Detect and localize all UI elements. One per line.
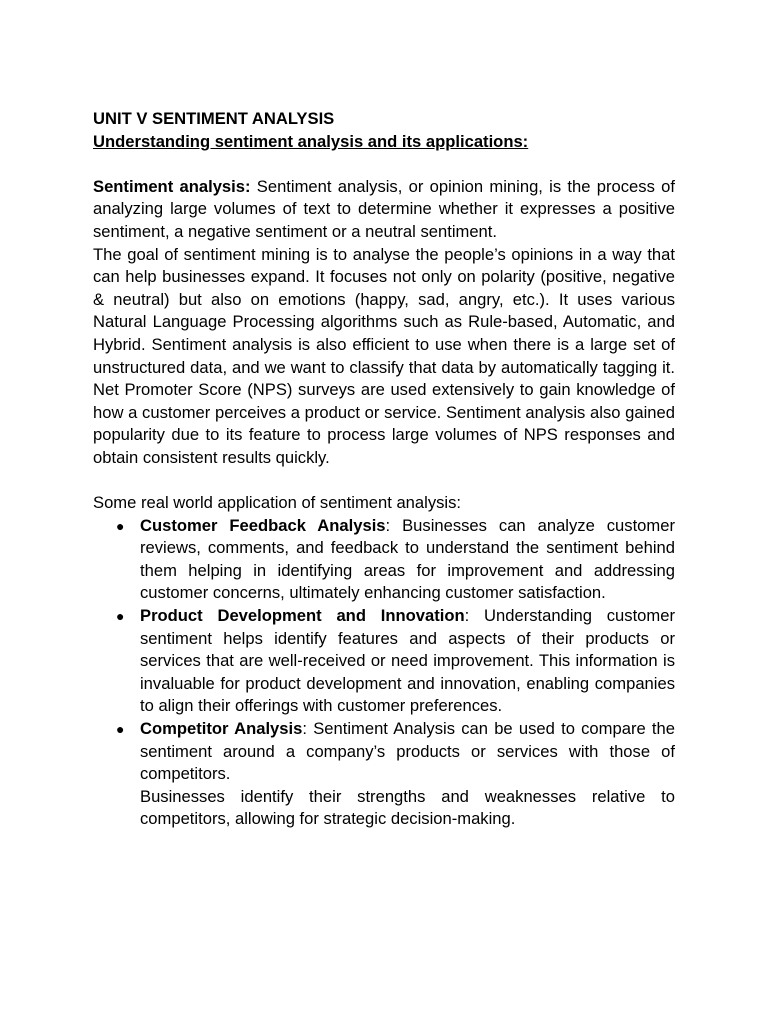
list-item-title: Customer Feedback Analysis xyxy=(140,515,386,535)
definition-paragraph xyxy=(93,176,675,244)
list-item-title: Competitor Analysis xyxy=(140,719,303,739)
unit-title: UNIT V SENTIMENT ANALYSIS xyxy=(93,109,335,128)
spacer xyxy=(93,470,675,493)
list-item-text: : Businesses can analyze customer reviews, comments, and feedback to understand the sentiment behind them helping in identifying areas for improvement and addressing customer concerns, ultimately enhancing customer satisfaction. xyxy=(140,515,675,603)
definition-term: Sentiment analysis: xyxy=(93,176,251,196)
bullet-icon: ● xyxy=(116,517,125,534)
list-item xyxy=(116,605,675,718)
list-item xyxy=(116,718,675,831)
list-item-title: Product Development and Innovation xyxy=(140,606,465,626)
goal-paragraph: The goal of sentiment mining is to analyse the people’s opinions in a way that can help businesses expand. It focuses not only on polarity (positive, negative & neutral) but also on emotions (happy, sad, angry, etc.). It uses various Natural Language Processing algorithms such as Rule-based, Automatic, and Hybrid. Sentiment analysis is also efficient to use when there is a large set of unstructured data, and we want to classify that data by automatically tagging it. Net Promoter Score (NPS) surveys are used extensively to gain knowledge of how a customer perceives a product or service. Sentiment analysis also gained popularity due to its feature to process large volumes of NPS responses and obtain consistent results quickly. xyxy=(93,244,675,467)
section-subtitle: Understanding sentiment analysis and its applications: xyxy=(93,131,529,151)
spacer xyxy=(93,153,675,176)
list-item-extra-text: Businesses identify their strengths and weaknesses relative to competitors, allowing for strategic decision-making. xyxy=(140,786,675,829)
list-item-text: : Sentiment Analysis can be used to compare the sentiment around a company’s products or services with those of competitors. xyxy=(140,719,675,784)
list-item xyxy=(116,515,675,605)
applications-intro: Some real world application of sentiment analysis: xyxy=(93,493,462,513)
bullet-icon: ● xyxy=(116,721,125,738)
definition-text: Sentiment analysis, or opinion mining, is the process of analyzing large volumes of text to determine whether it expresses a positive sentiment, a negative sentiment or a neutral sentiment. xyxy=(93,176,675,241)
document-page xyxy=(93,108,675,831)
applications-list xyxy=(93,515,675,831)
list-item-text: : Understanding customer sentiment helps identify features and aspects of their products or services that are well-received or need improvement. This information is invaluable for product development and innovation, enabling companies to align their offerings with customer preferences. xyxy=(140,606,675,716)
bullet-icon: ● xyxy=(116,608,125,625)
